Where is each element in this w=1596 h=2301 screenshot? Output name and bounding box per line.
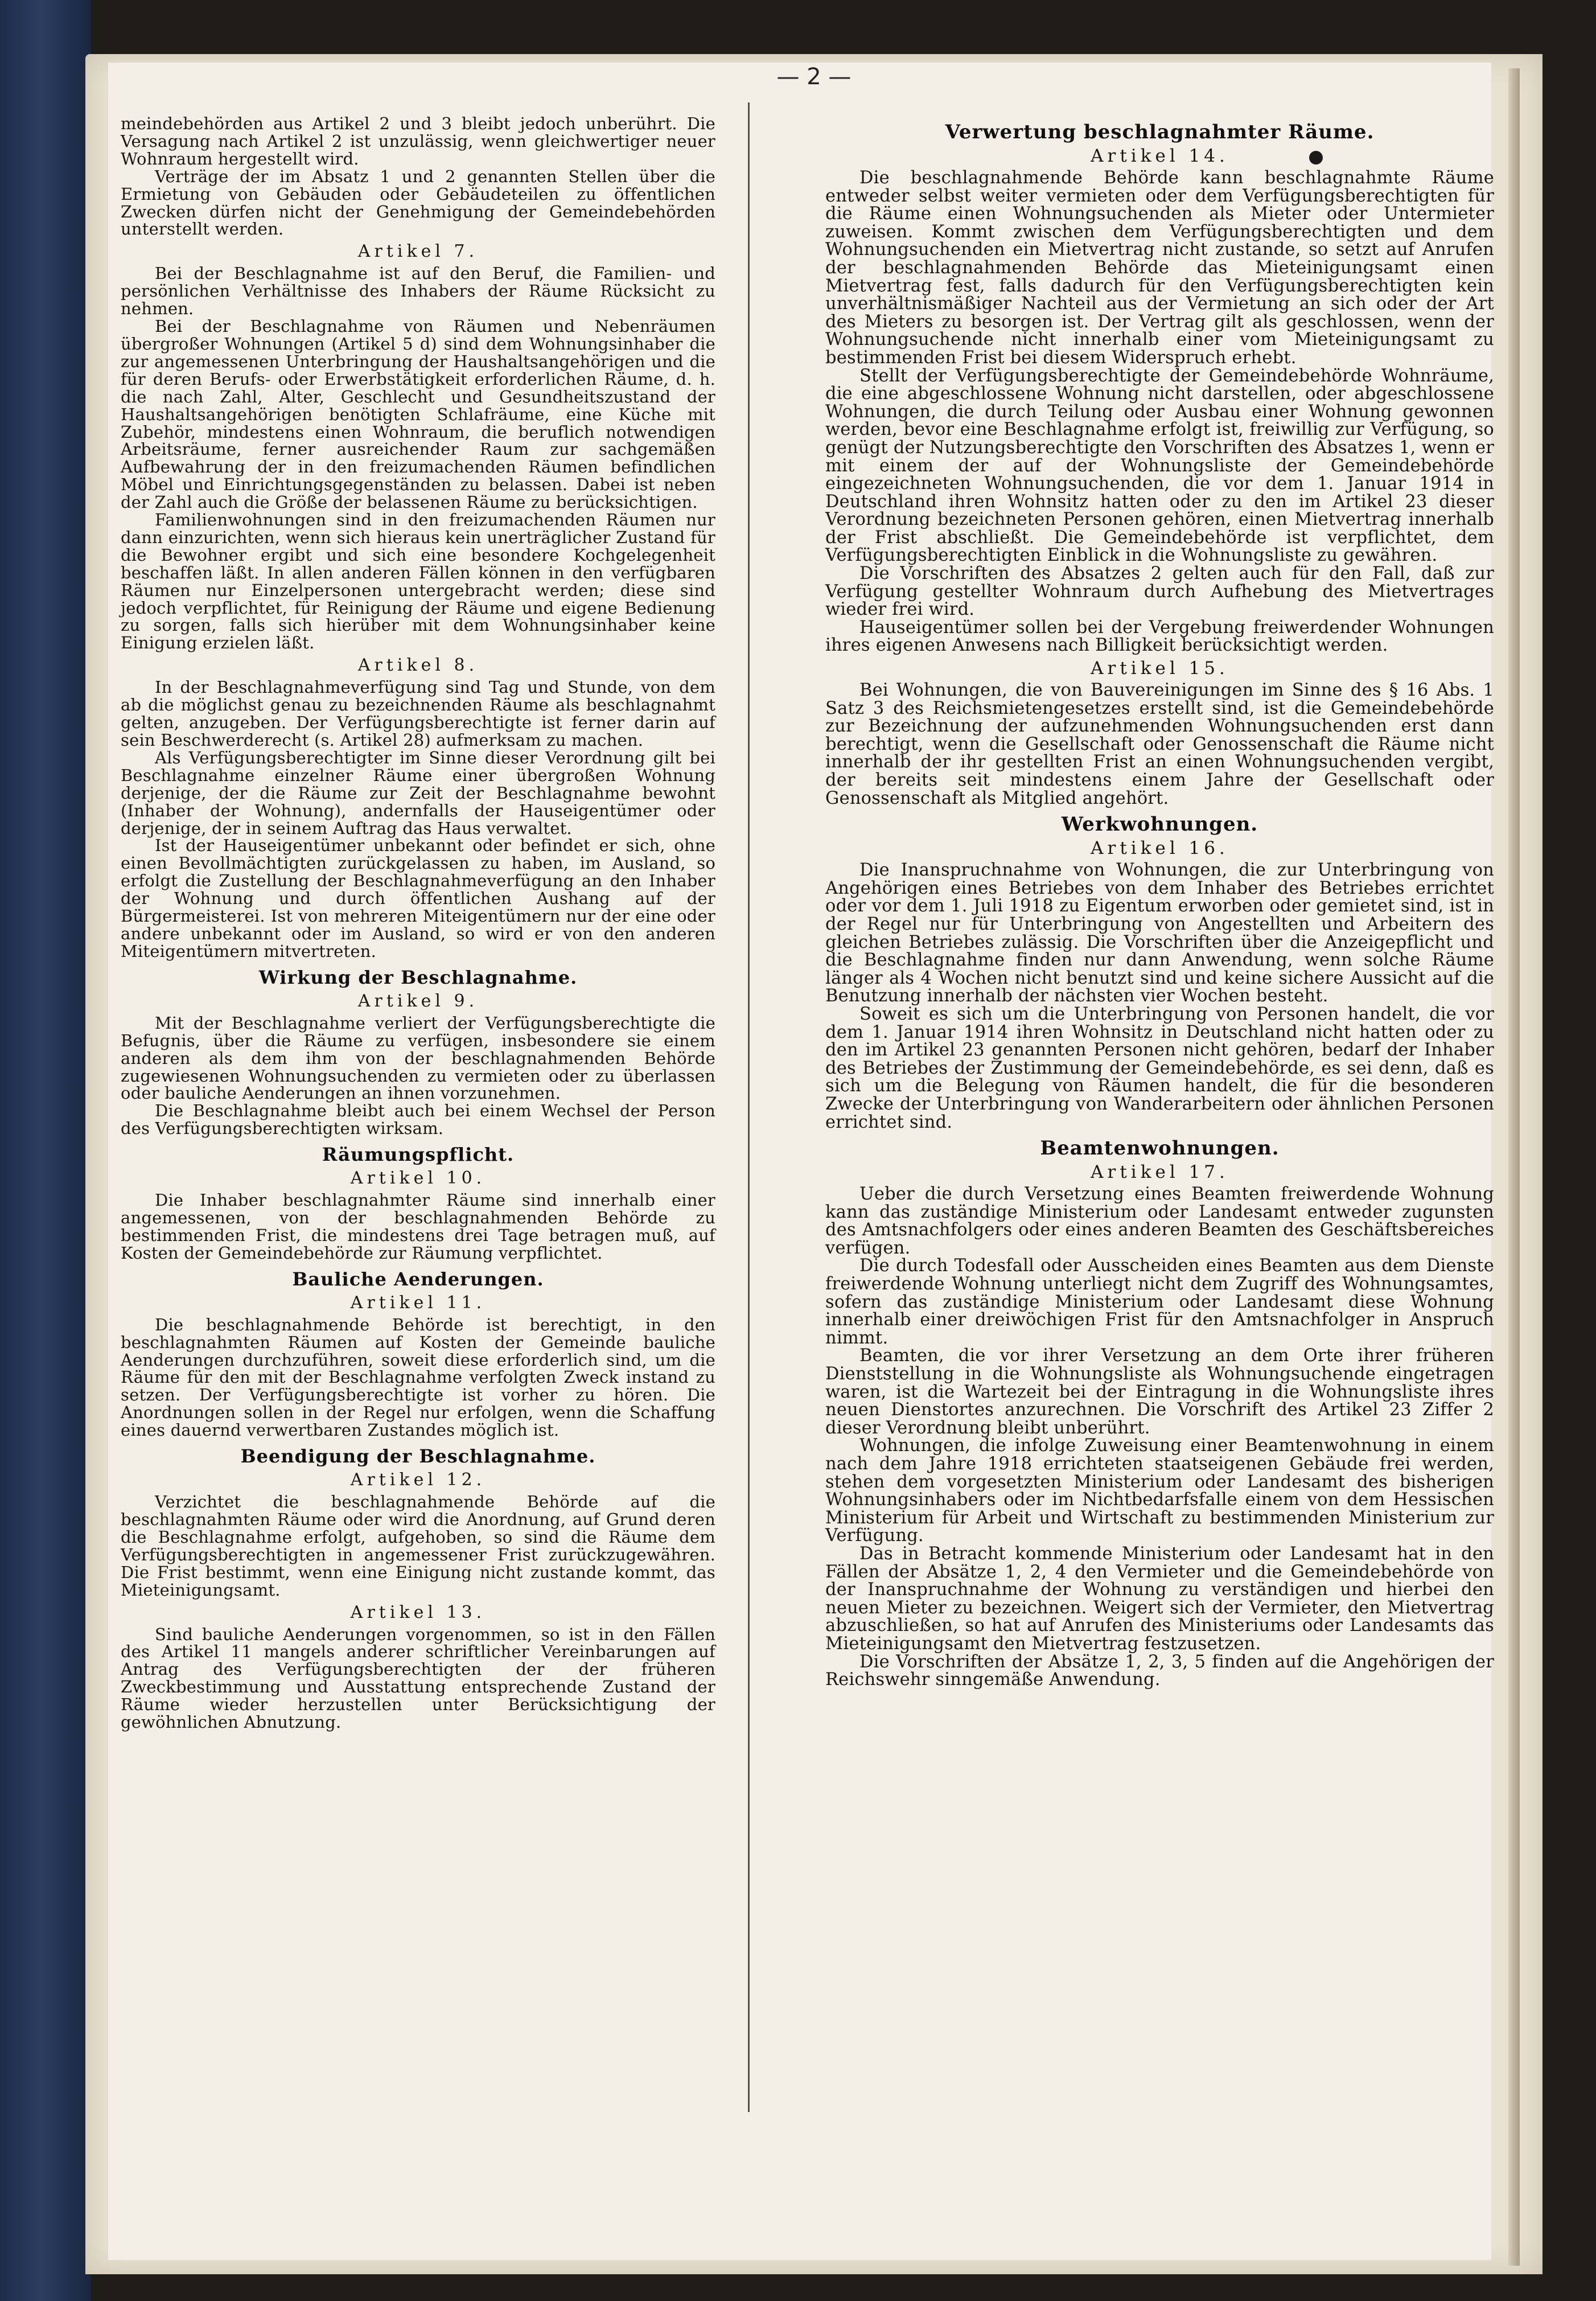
article-heading: Artikel 17. <box>1091 1162 1229 1183</box>
paragraph: Mit der Beschlagnahme verliert der Verfügungsberechtigte die Befugnis, über die Räume zu verfügen, insbesondere sie einem anderen als dem ihm von der beschlagnahmenden Behörde zugewiesenen Wohnungsuchenden zu vermieten oder zu überlassen oder bauliche Aenderungen an ihnen vorzunehmen. <box>121 1013 715 1103</box>
book-binding <box>0 0 91 2301</box>
paragraph: Die beschlagnahmende Behörde ist berechtigt, in den beschlagnahmten Räumen auf Kosten der Gemeinde bauliche Aenderungen durchzuführen, soweit diese erforderlich sind, um die Räume für den mit der Beschlagnahme verfolgten Zweck instand zu setzen. Der Verfügungsberechtigte ist vorher zu hören. Die Anordnungen sollen in der Regel nur erfolgen, wenn die Schaffung eines dauernd verwertbaren Zustandes möglich ist. <box>121 1314 715 1440</box>
section-heading: Räumungspflicht. <box>322 1144 515 1166</box>
article-heading: Artikel 16. <box>1091 838 1229 859</box>
paragraph: Die Inanspruchnahme von Wohnungen, die zur Unterbringung von Angehörigen eines Betriebes von dem Inhaber des Betriebes errichtet oder vor dem 1. Juli 1918 zu Eigentum erworben oder gemietet sind, ist in der Regel nur für Unterbringung von Angestellten und Arbeitern des gleichen Betriebes zulässig. Die Vorschriften über die Anzeigepflicht und die Beschlagnahme finden nur dann Anwendung, wenn solche Räume länger als 4 Wochen nicht benutzt sind und keine sichere Aussicht auf die Benutzung innerhalb der nächsten vier Wochen besteht. <box>825 860 1494 1006</box>
paragraph: Das in Betracht kommende Ministerium oder Landesamt hat in den Fällen der Absätze 1, 2, 4 den Vermieter und die Gemeindebehörde von der Inanspruchnahme der Wohnung zu verständigen und hierbei den neuen Mieter zu bezeichnen. Weigert sich der Vermieter, den Mietvertrag abzuschließen, so hat auf Anrufen des Ministeriums oder Landesamts das Mieteinigungsamt den Mietvertrag festzusetzen. <box>825 1543 1494 1654</box>
right-column <box>825 115 1494 1689</box>
paragraph: Familienwohnungen sind in den freizumachenden Räumen nur dann einzurichten, wenn sich hieraus kein unerträglicher Zustand für die Bewohner ergibt und sich eine besondere Kochgelegenheit beschaffen läßt. In allen anderen Fällen können in den verfügbaren Räumen nur Einzelpersonen untergebracht werden; diese sind jedoch verpflichtet, für Reinigung der Räume und eigene Bedienung zu sorgen, falls sich hierüber mit dem Wohnungsinhaber keine Einigung erzielen läßt. <box>121 510 715 653</box>
paragraph: Die durch Todesfall oder Ausscheiden eines Beamten aus dem Dienste freiwerdende Wohnung unterliegt nicht dem Zugriff des Wohnungsamtes, sofern das zuständige Ministerium oder Landesamt diese Wohnung innerhalb einer dreiwöchigen Frist für den Amtsnachfolger in Anspruch nimmt. <box>825 1256 1494 1348</box>
article-heading: Artikel 12. <box>350 1470 486 1490</box>
paragraph: Die Inhaber beschlagnahmter Räume sind innerhalb einer angemessenen, von der beschlagnahmenden Behörde zu bestimmenden Frist, die mindestens drei Tage betragen muß, auf Kosten der Gemeindebehörde zur Räumung verpflichtet. <box>121 1190 715 1263</box>
page-number: — 2 — <box>776 64 852 90</box>
paragraph: Die beschlagnahmende Behörde kann beschlagnahmte Räume entweder selbst weiter vermieten oder dem Verfügungsberechtigten für die Räume einen Wohnungsuchenden als Mieter oder Untermieter zuweisen. Kommt zwischen dem Verfügungsberechtigten und dem Wohnungsuchenden ein Mietvertrag nicht zustande, so setzt auf Anrufen der beschlagnahmenden Behörde das Mieteinigungsamt einen Mietvertrag fest, falls dadurch für den Verfügungsberechtigten kein unverhältnismäßiger Nachteil aus der Vermietung an sich oder der Art des Mieters zu besorgen ist. Der Vertrag gilt als geschlossen, wenn der Wohnungsuchende nicht innerhalb einer vom Mieteinigungsamt zu bestimmenden Frist bei diesem Widerspruch erhebt. <box>825 168 1494 368</box>
page-edge <box>1508 68 1520 2266</box>
paragraph: Die Beschlagnahme bleibt auch bei einem Wechsel der Person des Verfügungsberechtigten wirksam. <box>121 1101 715 1139</box>
article-heading: Artikel 15. <box>1091 658 1229 679</box>
paragraph: Hauseigentümer sollen bei der Vergebung freiwerdender Wohnungen ihres eigenen Anwesens nach Billigkeit berücksichtigt werden. <box>825 617 1494 656</box>
paragraph: Soweit es sich um die Unterbringung von Personen handelt, die vor dem 1. Januar 1914 ihren Wohnsitz in Deutschland nicht hatten oder zu den im Artikel 23 genannten Personen nicht gehören, bedarf der Inhaber des Betriebes der Zustimmung der Gemeindebehörde, es sei denn, daß es sich um die Belegung von Räumen handelt, die für die besonderen Zwecke der Unterbringung von Wanderarbeitern oder ähnlichen Personen errichtet sind. <box>825 1004 1494 1132</box>
paragraph: Die Vorschriften der Absätze 1, 2, 3, 5 finden auf die Angehörigen der Reichswehr sinngemäße Anwendung. <box>825 1651 1494 1690</box>
paragraph: Verzichtet die beschlagnahmende Behörde auf die beschlagnahmten Räume oder wird die Anordnung, auf Grund deren die Beschlagnahme erfolgt, aufgehoben, so sind die Räume dem Verfügungsberechtigten in angemessener Frist zurückzugewähren. Die Frist bestimmt, wenn eine Einigung nicht zustande kommt, das Mieteinigungsamt. <box>121 1492 715 1600</box>
paper-sheet <box>85 54 1542 2274</box>
article-heading: Artikel 8. <box>357 655 479 676</box>
paragraph: Die Vorschriften des Absatzes 2 gelten auch für den Fall, daß zur Verfügung gestellter Wohnraum durch Aufhebung des Mietvertrages wieder frei wird. <box>825 564 1494 620</box>
left-column <box>121 115 715 1731</box>
article-heading: Artikel 13. <box>350 1602 486 1622</box>
section-heading: Beamtenwohnungen. <box>1040 1137 1280 1160</box>
article-heading: Artikel 10. <box>350 1168 486 1189</box>
paragraph: Ist der Hauseigentümer unbekannt oder befindet er sich, ohne einen Bevollmächtigten zurückgelassen zu haben, im Ausland, so erfolgt die Zustellung der Beschlagnahmeverfügung an den Inhaber der Wohnung und durch öffentlichen Aushang auf der Bürgermeisterei. Ist von mehreren Miteigentümern nur der eine oder andere unbekannt oder im Ausland, so wird er von den anderen Miteigentümern mitvertreten. <box>121 836 715 961</box>
paragraph: Ueber die durch Versetzung eines Beamten freiwerdende Wohnung kann das zuständige Ministerium oder Landesamt entweder zugunsten des Amtsnachfolgers oder eines anderen Beamten des Geschäftsbereiches verfügen. <box>825 1184 1494 1258</box>
article-heading: Artikel 14. <box>1091 146 1229 166</box>
column-divider <box>748 102 750 2112</box>
paragraph: Beamten, die vor ihrer Versetzung an dem Orte ihrer früheren Dienststellung in die Wohnungsliste als Wohnungsuchende eingetragen waren, ist die Wartezeit bei der Eintragung in die Wohnungsliste ihres neuen Dienstortes anzurechnen. Die Vorschrift des Artikel 23 Ziffer 2 dieser Verordnung bleibt unberührt. <box>825 1346 1494 1438</box>
paragraph: Bei der Beschlagnahme von Räumen und Nebenräumen übergroßer Wohnungen (Artikel 5 d) sind dem Wohnungsinhaber die zur angemessenen Unterbringung der Haushaltsangehörigen und die für deren Berufs- oder Erwerbstätigkeit erforderlichen Räume, d. h. die nach Zahl, Alter, Geschlecht und Gesundheitszustand der Haushaltsangehörigen benötigten Schlafräume, eine Küche mit Zubehör, mindestens einen Wohnraum, die beruflich notwendigen Arbeitsräume, ferner ausreichender Raum zur sachgemäßen Aufbewahrung der in den freizumachenden Räumen befindlichen Möbel und Einrichtungsgegenständen zu belassen. Dabei ist neben der Zahl auch die Größe der belassenen Räume zu berücksichtigen. <box>121 317 715 512</box>
document-page <box>108 63 1494 2260</box>
section-heading: Werkwohnungen. <box>1061 813 1258 836</box>
paragraph: In der Beschlagnahmeverfügung sind Tag und Stunde, von dem ab die möglichst genau zu bezeichnenden Räume als beschlagnahmt gelten, anzugeben. Der Verfügungsberechtigte ist ferner darin auf sein Beschwerderecht (s. Artikel 28) aufmerksam zu machen. <box>121 677 715 750</box>
paragraph: Als Verfügungsberechtigter im Sinne dieser Verordnung gilt bei Beschlagnahme einzelner Räume einer übergroßen Wohnung derjenige, der die Räume zur Zeit der Beschlagnahme bewohnt (Inhaber der Wohnung), andernfalls der Hauseigentümer oder derjenige, der in seinem Auftrag das Haus verwaltet. <box>121 747 715 838</box>
paragraph: Wohnungen, die infolge Zuweisung einer Beamtenwohnung in einem nach dem Jahre 1918 errichteten staatseigenen Gebäude frei werden, stehen dem vorgesetzten Ministerium oder Landesamt des bisherigen Wohnungsinhabers oder im Nichtbedarfsfalle einem von dem Hessischen Ministerium für Arbeit und Wirtschaft zu bestimmenden Ministerium zur Verfügung. <box>825 1436 1494 1546</box>
article-heading: Artikel 11. <box>350 1292 486 1313</box>
paragraph: Bei Wohnungen, die von Bauvereinigungen im Sinne des § 16 Abs. 1 Satz 3 des Reichsmietengesetzes erstellt sind, ist die Gemeindebehörde zur Bezeichnung der aufzunehmenden Wohnungsuchenden erst dann berechtigt, wenn die Gesellschaft oder Genossenschaft die Räume nicht innerhalb der ihr gestellten Frist an einen Wohnungsuchenden vergibt, der bereits seit mindestens einem Jahre der Gesellschaft oder Genossenschaft als Mitglied angehört. <box>825 680 1494 808</box>
section-heading: Wirkung der Beschlagnahme. <box>258 966 578 988</box>
article-heading: Artikel 9. <box>357 991 479 1011</box>
paragraph: meindebehörden aus Artikel 2 und 3 bleibt jedoch unberührt. Die Versagung nach Artikel 2 ist unzulässig, wenn gleichwertiger neuer Wohnraum hergestellt wird. <box>121 114 715 169</box>
paragraph: Stellt der Verfügungsberechtigte der Gemeindebehörde Wohnräume, die eine abgeschlossene Wohnung nicht darstellen, oder abgeschlossene Wohnungen, die durch Teilung oder Ausbau einer Wohnung gewonnen werden, bevor eine Beschlagnahme erfolgt ist, freiwillig zur Verfügung, so genügt der Nutzungsberechtigte den Vorschriften des Absatzes 1, wenn er mit einem der auf der Wohnungsliste der Gemeindebehörde eingezeichneten Wohnungsuchenden, die vor dem 1. Januar 1914 in Deutschland ihren Wohnsitz hatten oder zu den im Artikel 23 dieser Verordnung bezeichneten Personen gehören, einen Mietvertrag innerhalb der Frist abschließt. Die Gemeindebehörde ist verpflichtet, dem Verfügungsberechtigten Einblick in die Wohnungsliste zu gewähren. <box>825 365 1494 566</box>
section-heading: Beendigung der Beschlagnahme. <box>240 1445 596 1468</box>
paragraph: Bei der Beschlagnahme ist auf den Beruf, die Familien- und persönlichen Verhältnisse des Inhabers der Räume Rücksicht zu nehmen. <box>121 264 715 319</box>
section-heading: Bauliche Aenderungen. <box>292 1268 544 1290</box>
section-heading: Verwertung beschlagnahmter Räume. <box>945 121 1375 143</box>
paragraph: Verträge der im Absatz 1 und 2 genannten Stellen über die Ermietung von Gebäuden oder Gebäudeteilen zu öffentlichen Zwecken dürfen nicht der Genehmigung der Gemeindebehörden unterstellt werden. <box>121 166 715 239</box>
article-heading: Artikel 7. <box>357 241 479 262</box>
paragraph: Sind bauliche Aenderungen vorgenommen, so ist in den Fällen des Artikel 11 mangels anderer schriftlicher Vereinbarungen auf Antrag des Verfügungsberechtigten der der früheren Zweckbestimmung und Ausstattung entsprechende Zustand der Räume wieder herzustellen unter Berücksichtigung der gewöhnlichen Abnutzung. <box>121 1624 715 1732</box>
